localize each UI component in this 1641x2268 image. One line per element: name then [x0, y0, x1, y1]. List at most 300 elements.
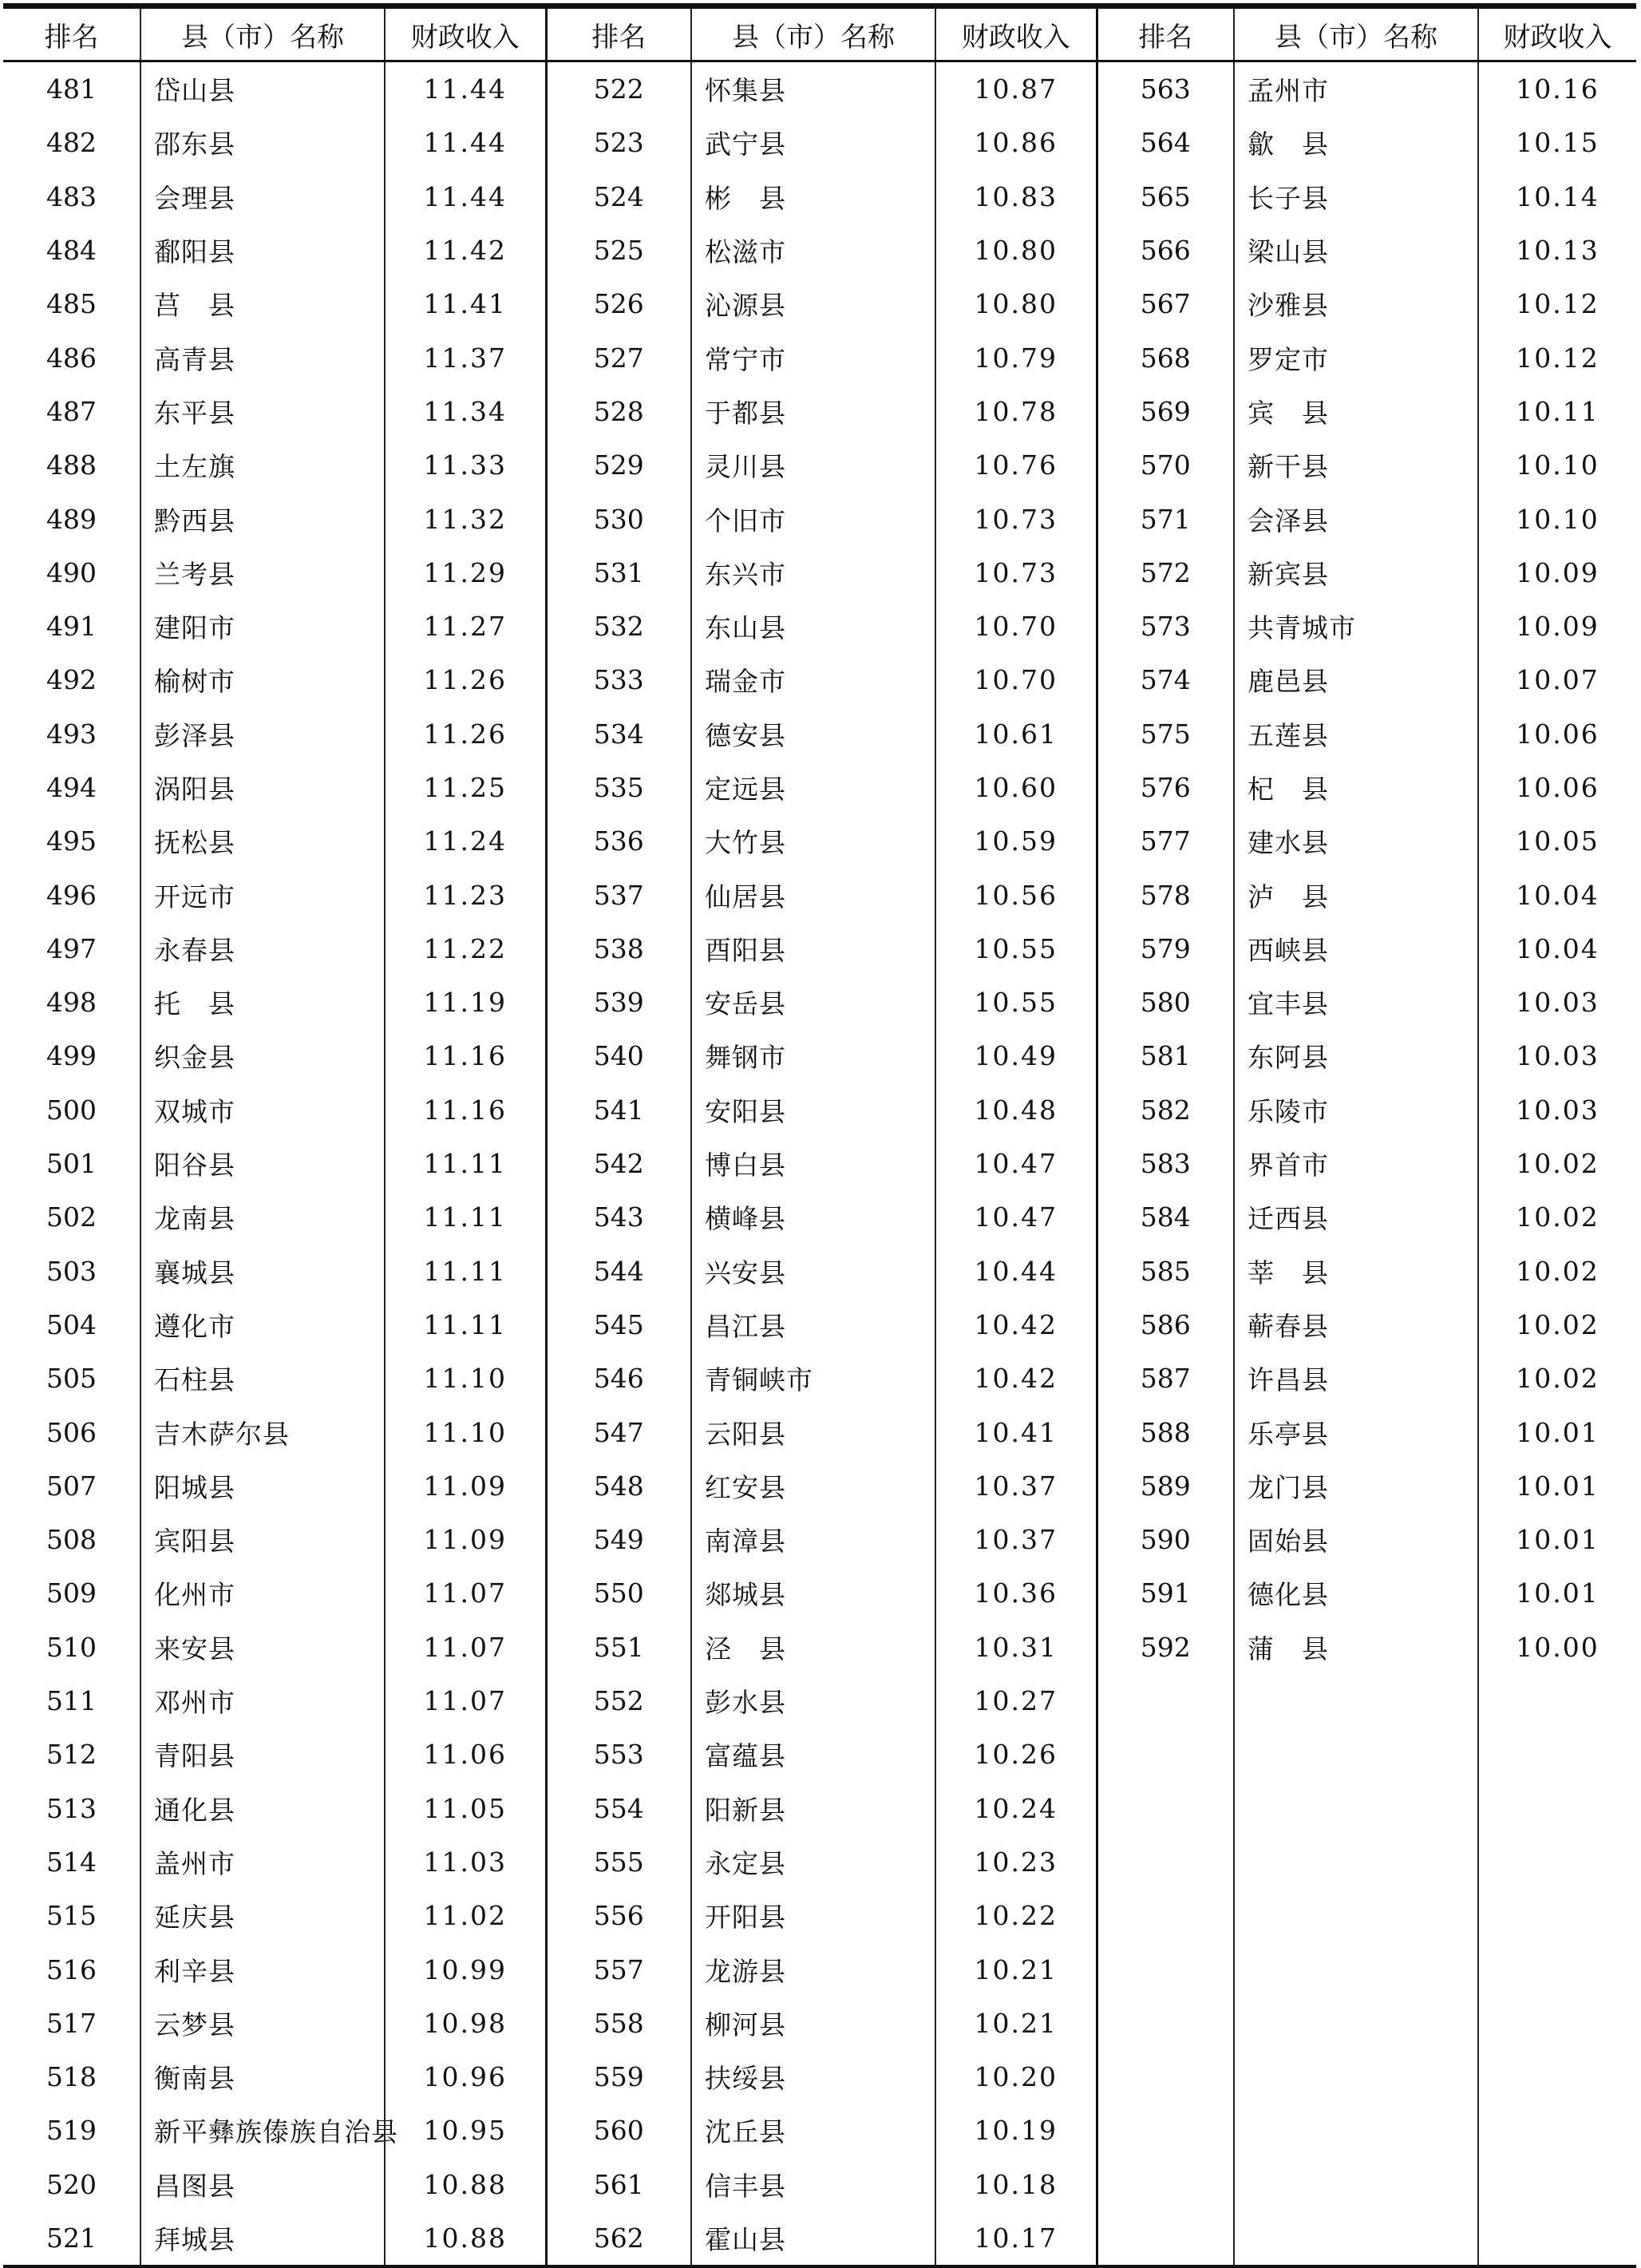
county-name-cell: 高青县	[140, 331, 385, 384]
revenue-cell: 10.02	[1516, 1148, 1599, 1180]
rank-cell: 521	[3, 2211, 140, 2266]
county-name-cell: 托 县	[140, 976, 385, 1029]
rank-cell: 526	[546, 277, 691, 331]
table-row	[3, 2104, 1636, 2157]
county-name-cell: 新宾县	[1234, 546, 1478, 600]
rank-cell: 550	[546, 1566, 691, 1620]
revenue-cell: 10.83	[935, 170, 1097, 224]
revenue-cell: 10.44	[935, 1245, 1097, 1298]
county-name-cell: 松滋市	[691, 224, 935, 277]
county-name-cell: 东兴市	[691, 546, 935, 600]
rank-cell: 499	[3, 1029, 140, 1083]
revenue-cell: 10.19	[935, 2104, 1097, 2157]
county-name-cell: 建阳市	[140, 600, 385, 653]
rank-cell: 551	[546, 1621, 691, 1674]
county-name-cell: 界首市	[1234, 1137, 1478, 1190]
county-name-cell: 宾阳县	[140, 1513, 385, 1566]
rank-cell: 553	[546, 1728, 691, 1781]
revenue-cell: 11.03	[385, 1835, 546, 1889]
table-row	[3, 1621, 1636, 1674]
table-row	[3, 600, 1636, 653]
revenue-cell: 11.19	[385, 976, 546, 1029]
rank-cell: 563	[1097, 61, 1234, 117]
revenue-cell: 10.14	[1516, 180, 1599, 212]
revenue-cell	[1478, 1889, 1636, 1942]
rank-cell: 587	[1097, 1352, 1234, 1405]
table-body	[3, 61, 1636, 2267]
revenue-cell: 11.07	[385, 1674, 546, 1728]
revenue-cell: 10.80	[935, 224, 1097, 277]
header-name: 县（市）名称	[691, 8, 935, 61]
revenue-cell: 10.18	[935, 2158, 1097, 2211]
county-name-cell: 沙雅县	[1234, 277, 1478, 331]
revenue-cell: 10.24	[935, 1782, 1097, 1835]
county-name-cell: 襄城县	[140, 1245, 385, 1298]
county-name-cell: 彭水县	[691, 1674, 935, 1728]
county-name-cell: 阳城县	[140, 1459, 385, 1513]
header-name: 县（市）名称	[1234, 8, 1478, 61]
revenue-cell: 10.10	[1516, 449, 1599, 481]
rank-cell: 493	[3, 707, 140, 761]
rank-cell: 520	[3, 2158, 140, 2211]
rank-cell	[1097, 2158, 1234, 2211]
county-name-cell: 梁山县	[1234, 224, 1478, 277]
rank-cell: 562	[546, 2211, 691, 2266]
revenue-cell: 10.47	[935, 1137, 1097, 1190]
county-revenue-table	[3, 3, 1636, 2268]
revenue-cell	[1478, 2050, 1636, 2104]
county-name-cell: 安岳县	[691, 976, 935, 1029]
county-name-cell: 武宁县	[691, 116, 935, 169]
revenue-cell: 10.26	[935, 1728, 1097, 1781]
rank-cell	[1097, 2104, 1234, 2157]
rank-cell: 519	[3, 2104, 140, 2157]
county-name-cell: 遵化市	[140, 1298, 385, 1352]
rank-cell: 586	[1097, 1298, 1234, 1352]
rank-cell: 535	[546, 761, 691, 814]
revenue-cell: 11.09	[385, 1513, 546, 1566]
county-name-cell: 安阳县	[691, 1083, 935, 1137]
rank-cell: 496	[3, 868, 140, 921]
county-name-cell: 柳河县	[691, 1997, 935, 2050]
rank-cell: 578	[1097, 868, 1234, 921]
county-name-cell: 昌江县	[691, 1298, 935, 1352]
county-name-cell: 怀集县	[691, 61, 935, 117]
revenue-cell: 10.02	[1516, 1201, 1599, 1233]
revenue-cell: 10.37	[935, 1459, 1097, 1513]
revenue-cell: 10.06	[1516, 772, 1599, 803]
county-name-cell: 西峡县	[1234, 922, 1478, 976]
rank-cell	[1097, 1889, 1234, 1942]
ranking-document	[3, 3, 1636, 2258]
rank-cell	[1097, 2211, 1234, 2266]
revenue-cell: 10.00	[1516, 1631, 1599, 1663]
rank-cell: 524	[546, 170, 691, 224]
table-row	[3, 1782, 1636, 1835]
revenue-cell: 10.21	[935, 1942, 1097, 1996]
county-name-cell: 舞钢市	[691, 1029, 935, 1083]
county-name-cell: 东山县	[691, 600, 935, 653]
rank-cell: 539	[546, 976, 691, 1029]
revenue-cell: 10.73	[935, 546, 1097, 600]
rank-cell: 492	[3, 653, 140, 707]
revenue-cell	[1478, 1997, 1636, 2050]
rank-cell: 572	[1097, 546, 1234, 600]
rank-cell: 545	[546, 1298, 691, 1352]
revenue-cell: 10.60	[935, 761, 1097, 814]
rank-cell: 530	[546, 492, 691, 545]
county-name-cell: 双城市	[140, 1083, 385, 1137]
rank-cell: 561	[546, 2158, 691, 2211]
county-name-cell: 大竹县	[691, 814, 935, 868]
rank-cell: 582	[1097, 1083, 1234, 1137]
rank-cell: 533	[546, 653, 691, 707]
county-name-cell: 红安县	[691, 1459, 935, 1513]
rank-cell: 588	[1097, 1405, 1234, 1459]
county-name-cell: 罗定市	[1234, 331, 1478, 384]
revenue-cell: 10.79	[935, 331, 1097, 384]
rank-cell: 574	[1097, 653, 1234, 707]
revenue-cell: 11.44	[385, 116, 546, 169]
county-name-cell: 沈丘县	[691, 2104, 935, 2157]
revenue-cell: 10.07	[1516, 664, 1599, 696]
rank-cell: 540	[546, 1029, 691, 1083]
county-name-cell: 建水县	[1234, 814, 1478, 868]
county-name-cell	[1234, 1889, 1478, 1942]
county-name-cell: 开阳县	[691, 1889, 935, 1942]
county-name-cell: 东平县	[140, 385, 385, 438]
rank-cell: 568	[1097, 331, 1234, 384]
revenue-cell: 11.11	[385, 1190, 546, 1244]
table-row	[3, 385, 1636, 438]
county-name-cell: 邵东县	[140, 116, 385, 169]
rank-cell: 536	[546, 814, 691, 868]
table-row	[3, 331, 1636, 384]
header-revenue: 财政收入	[1478, 8, 1636, 61]
header-rank: 排名	[3, 8, 140, 61]
county-name-cell: 共青城市	[1234, 600, 1478, 653]
revenue-cell: 10.61	[935, 707, 1097, 761]
revenue-cell: 10.03	[1516, 1040, 1599, 1072]
rank-cell: 549	[546, 1513, 691, 1566]
rank-cell: 541	[546, 1083, 691, 1137]
rank-cell: 503	[3, 1245, 140, 1298]
table-row	[3, 1942, 1636, 1996]
rank-cell: 556	[546, 1889, 691, 1942]
revenue-cell: 11.29	[385, 546, 546, 600]
rank-cell: 506	[3, 1405, 140, 1459]
revenue-cell: 10.73	[935, 492, 1097, 545]
revenue-cell: 10.20	[935, 2050, 1097, 2104]
revenue-cell	[1478, 1674, 1636, 1728]
rank-cell: 570	[1097, 438, 1234, 492]
rank-cell: 560	[546, 2104, 691, 2157]
county-name-cell: 彭泽县	[140, 707, 385, 761]
county-name-cell: 黔西县	[140, 492, 385, 545]
county-name-cell: 仙居县	[691, 868, 935, 921]
rank-cell: 515	[3, 1889, 140, 1942]
rank-cell: 576	[1097, 761, 1234, 814]
county-name-cell: 泸 县	[1234, 868, 1478, 921]
revenue-cell: 10.55	[935, 922, 1097, 976]
county-name-cell: 扶绥县	[691, 2050, 935, 2104]
table-row	[3, 1405, 1636, 1459]
revenue-cell: 11.26	[385, 653, 546, 707]
revenue-cell: 10.10	[1516, 503, 1599, 535]
rank-cell: 583	[1097, 1137, 1234, 1190]
rank-cell: 537	[546, 868, 691, 921]
county-name-cell: 个旧市	[691, 492, 935, 545]
county-name-cell: 郯城县	[691, 1566, 935, 1620]
header-rank: 排名	[546, 8, 691, 61]
revenue-cell: 11.02	[385, 1889, 546, 1942]
county-name-cell: 云梦县	[140, 1997, 385, 2050]
county-name-cell	[1234, 2104, 1478, 2157]
table-row	[3, 1459, 1636, 1513]
rank-cell: 523	[546, 116, 691, 169]
county-name-cell	[1234, 2050, 1478, 2104]
county-name-cell: 岱山县	[140, 61, 385, 117]
revenue-cell: 10.87	[935, 61, 1097, 117]
rank-cell: 552	[546, 1674, 691, 1728]
revenue-cell: 10.02	[1516, 1255, 1599, 1287]
county-name-cell: 于都县	[691, 385, 935, 438]
rank-cell: 513	[3, 1782, 140, 1835]
table-row	[3, 1190, 1636, 1244]
county-name-cell: 兴安县	[691, 1245, 935, 1298]
revenue-cell: 10.55	[935, 976, 1097, 1029]
county-name-cell: 灵川县	[691, 438, 935, 492]
rank-cell: 486	[3, 331, 140, 384]
revenue-cell: 11.25	[385, 761, 546, 814]
revenue-cell: 10.03	[1516, 987, 1599, 1019]
table-row	[3, 1835, 1636, 1889]
rank-cell: 489	[3, 492, 140, 545]
rank-cell: 589	[1097, 1459, 1234, 1513]
rank-cell: 548	[546, 1459, 691, 1513]
revenue-cell: 10.09	[1516, 556, 1599, 588]
revenue-cell	[1478, 1782, 1636, 1835]
revenue-cell: 11.37	[385, 331, 546, 384]
rank-cell: 485	[3, 277, 140, 331]
revenue-cell: 10.47	[935, 1190, 1097, 1244]
table-row	[3, 1674, 1636, 1728]
table-row	[3, 1245, 1636, 1298]
rank-cell: 511	[3, 1674, 140, 1728]
county-name-cell: 新平彝族傣族自治县	[140, 2104, 385, 2157]
table-row	[3, 1083, 1636, 1137]
rank-cell: 573	[1097, 600, 1234, 653]
revenue-cell: 10.02	[1516, 1308, 1599, 1340]
table-row	[3, 868, 1636, 921]
county-name-cell: 新干县	[1234, 438, 1478, 492]
rank-cell: 546	[546, 1352, 691, 1405]
revenue-cell: 11.44	[385, 170, 546, 224]
rank-cell: 512	[3, 1728, 140, 1781]
county-name-cell: 歙 县	[1234, 116, 1478, 169]
county-name-cell: 通化县	[140, 1782, 385, 1835]
rank-cell: 528	[546, 385, 691, 438]
table-row	[3, 761, 1636, 814]
revenue-cell: 10.88	[385, 2211, 546, 2266]
county-name-cell: 邓州市	[140, 1674, 385, 1728]
rank-cell: 564	[1097, 116, 1234, 169]
table-header-row	[3, 8, 1636, 61]
revenue-cell: 11.23	[385, 868, 546, 921]
county-name-cell: 乐亭县	[1234, 1405, 1478, 1459]
county-name-cell: 定远县	[691, 761, 935, 814]
revenue-cell: 10.04	[1516, 879, 1599, 911]
revenue-cell: 11.34	[385, 385, 546, 438]
revenue-cell: 10.70	[935, 600, 1097, 653]
county-name-cell: 会理县	[140, 170, 385, 224]
revenue-cell: 11.16	[385, 1083, 546, 1137]
revenue-cell: 10.42	[935, 1298, 1097, 1352]
revenue-cell: 10.03	[1516, 1094, 1599, 1126]
rank-cell: 532	[546, 600, 691, 653]
county-name-cell: 杞 县	[1234, 761, 1478, 814]
revenue-cell: 10.95	[385, 2104, 546, 2157]
revenue-cell: 11.27	[385, 600, 546, 653]
revenue-cell	[1478, 2211, 1636, 2266]
county-name-cell: 德安县	[691, 707, 935, 761]
county-name-cell: 宾 县	[1234, 385, 1478, 438]
rank-cell: 592	[1097, 1621, 1234, 1674]
rank-cell: 579	[1097, 922, 1234, 976]
county-name-cell	[1234, 1674, 1478, 1728]
revenue-cell: 10.96	[385, 2050, 546, 2104]
county-name-cell: 鹿邑县	[1234, 653, 1478, 707]
rank-cell: 581	[1097, 1029, 1234, 1083]
county-name-cell: 霍山县	[691, 2211, 935, 2266]
county-name-cell: 来安县	[140, 1621, 385, 1674]
county-name-cell: 青铜峡市	[691, 1352, 935, 1405]
county-name-cell	[1234, 1997, 1478, 2050]
revenue-cell: 10.49	[935, 1029, 1097, 1083]
revenue-cell: 10.88	[385, 2158, 546, 2211]
rank-cell: 565	[1097, 170, 1234, 224]
county-name-cell: 德化县	[1234, 1566, 1478, 1620]
rank-cell: 554	[546, 1782, 691, 1835]
table-row	[3, 1728, 1636, 1781]
table-row	[3, 1352, 1636, 1405]
county-name-cell: 青阳县	[140, 1728, 385, 1781]
revenue-cell: 11.10	[385, 1352, 546, 1405]
rank-cell	[1097, 1782, 1234, 1835]
revenue-cell: 11.32	[385, 492, 546, 545]
revenue-cell: 11.06	[385, 1728, 546, 1781]
rank-cell: 543	[546, 1190, 691, 1244]
rank-cell: 502	[3, 1190, 140, 1244]
revenue-cell: 11.11	[385, 1298, 546, 1352]
county-name-cell	[1234, 1835, 1478, 1889]
table-row	[3, 1137, 1636, 1190]
county-name-cell: 横峰县	[691, 1190, 935, 1244]
header-rank: 排名	[1097, 8, 1234, 61]
rank-cell: 555	[546, 1835, 691, 1889]
county-name-cell: 宜丰县	[1234, 976, 1478, 1029]
rank-cell: 495	[3, 814, 140, 868]
rank-cell: 500	[3, 1083, 140, 1137]
county-name-cell: 永春县	[140, 922, 385, 976]
table-row	[3, 1889, 1636, 1942]
rank-cell: 575	[1097, 707, 1234, 761]
county-name-cell: 富蕴县	[691, 1728, 935, 1781]
revenue-cell: 11.10	[385, 1405, 546, 1459]
revenue-cell: 10.21	[935, 1997, 1097, 2050]
revenue-cell: 11.11	[385, 1245, 546, 1298]
county-name-cell: 固始县	[1234, 1513, 1478, 1566]
county-name-cell: 南漳县	[691, 1513, 935, 1566]
table-row	[3, 1029, 1636, 1083]
header-revenue: 财政收入	[935, 8, 1097, 61]
rank-cell: 501	[3, 1137, 140, 1190]
county-name-cell: 衡南县	[140, 2050, 385, 2104]
rank-cell: 571	[1097, 492, 1234, 545]
rank-cell: 580	[1097, 976, 1234, 1029]
table-row	[3, 707, 1636, 761]
table-row	[3, 814, 1636, 868]
table-row	[3, 2050, 1636, 2104]
rank-cell: 559	[546, 2050, 691, 2104]
revenue-cell: 11.07	[385, 1566, 546, 1620]
revenue-cell: 10.17	[935, 2211, 1097, 2266]
rank-cell: 509	[3, 1566, 140, 1620]
county-name-cell	[1234, 1942, 1478, 1996]
revenue-cell: 10.76	[935, 438, 1097, 492]
revenue-cell: 11.22	[385, 922, 546, 976]
county-name-cell: 孟州市	[1234, 61, 1478, 117]
rank-cell	[1097, 1997, 1234, 2050]
table-row	[3, 1566, 1636, 1620]
revenue-cell: 10.98	[385, 1997, 546, 2050]
rank-cell: 569	[1097, 385, 1234, 438]
county-name-cell: 信丰县	[691, 2158, 935, 2211]
revenue-cell: 10.56	[935, 868, 1097, 921]
county-name-cell: 彬 县	[691, 170, 935, 224]
revenue-cell: 10.01	[1516, 1416, 1599, 1448]
revenue-cell: 11.07	[385, 1621, 546, 1674]
revenue-cell: 11.24	[385, 814, 546, 868]
county-name-cell: 利辛县	[140, 1942, 385, 1996]
county-name-cell: 开远市	[140, 868, 385, 921]
county-name-cell: 会泽县	[1234, 492, 1478, 545]
county-name-cell: 瑞金市	[691, 653, 935, 707]
county-name-cell	[1234, 1728, 1478, 1781]
rank-cell	[1097, 1728, 1234, 1781]
county-name-cell: 东阿县	[1234, 1029, 1478, 1083]
county-name-cell: 拜城县	[140, 2211, 385, 2266]
rank-cell: 481	[3, 61, 140, 117]
county-name-cell: 蕲春县	[1234, 1298, 1478, 1352]
county-name-cell: 石柱县	[140, 1352, 385, 1405]
table-row	[3, 546, 1636, 600]
revenue-cell: 10.80	[935, 277, 1097, 331]
revenue-cell: 11.42	[385, 224, 546, 277]
rank-cell: 544	[546, 1245, 691, 1298]
county-name-cell: 蒲 县	[1234, 1621, 1478, 1674]
county-name-cell	[1234, 2211, 1478, 2266]
revenue-cell: 10.99	[385, 1942, 546, 1996]
table-row	[3, 1997, 1636, 2050]
revenue-cell	[1478, 2104, 1636, 2157]
rank-cell: 507	[3, 1459, 140, 1513]
county-name-cell: 莘 县	[1234, 1245, 1478, 1298]
county-name-cell: 织金县	[140, 1029, 385, 1083]
revenue-cell: 10.59	[935, 814, 1097, 868]
rank-cell: 488	[3, 438, 140, 492]
rank-cell: 484	[3, 224, 140, 277]
